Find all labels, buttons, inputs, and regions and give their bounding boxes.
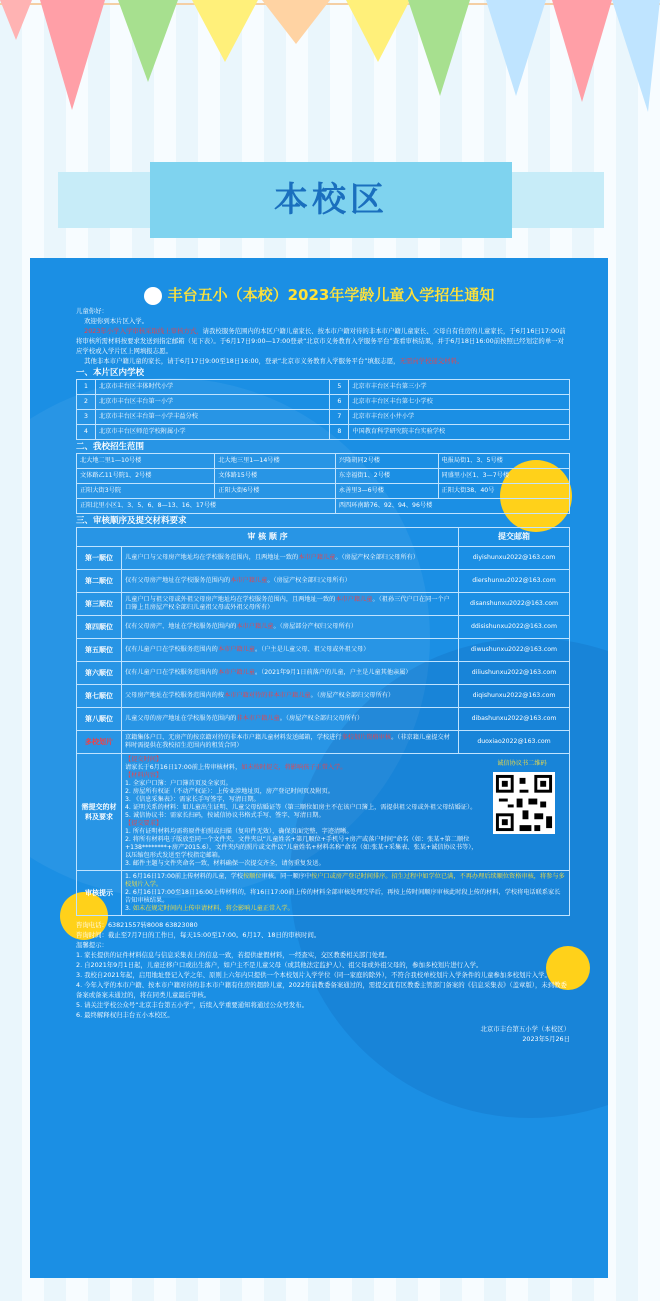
- order-email: diliushunxu2022@163.com: [459, 662, 570, 685]
- banner-title: 本校区: [274, 180, 388, 220]
- range-table: [76, 453, 570, 514]
- table-row: [77, 454, 570, 469]
- range-cell: 西四环南路76、92、94、96号楼: [335, 499, 569, 514]
- order-desc-b: 。（祖孙三代户口在同一个户口簿上且房屋产权全部归儿童祖父母或外祖父母所有）: [125, 596, 450, 611]
- table-row: [77, 380, 570, 395]
- table-header-row: [77, 528, 570, 547]
- range-cell: 同盛里小区1、3—7号楼: [438, 469, 569, 484]
- order-level: 第五顺位: [77, 639, 122, 662]
- welcome: [76, 316, 570, 326]
- table-row: [77, 662, 570, 685]
- order-email: diqishunxu2022@163.com: [459, 685, 570, 708]
- range-cell: 正阳大街6号楼: [215, 484, 336, 499]
- table-row: [77, 708, 570, 731]
- order-desc-b: 。（房屋产权全部归父母所有）: [335, 554, 419, 561]
- tips-row: [77, 871, 570, 916]
- order-desc: [122, 570, 459, 593]
- welcome-text: 欢迎你到本片区入学。: [84, 317, 149, 325]
- order-desc-b: 。（2021年9月1日前落户的儿童，户主是儿童其他亲属）: [254, 669, 412, 676]
- school-logo-icon: [144, 287, 162, 305]
- notice-body: [76, 306, 570, 1044]
- tips-head: 审核提示: [77, 871, 122, 916]
- section-3-title: 三、审核顺序及提交材料要求: [76, 516, 187, 526]
- school-no: 1: [77, 380, 96, 395]
- order-desc-a: 儿童户口与父母房产地址均在学校服务范围内，且两地址一致的: [125, 554, 299, 561]
- order-desc: [122, 731, 459, 754]
- school-name: 北京市丰台区丰台第三小学: [349, 380, 570, 395]
- order-desc-b: 。（房屋产权全部归父母所有）: [279, 715, 364, 722]
- req-time: [125, 764, 479, 772]
- req-requirement-label: 【提交要求】: [125, 820, 163, 827]
- order-level: 多校划片: [77, 731, 122, 754]
- req-material-item: 4. 证明关系的材料：如儿童出生证明、儿童父母结婚证等（第三顺位如房主不在该户口簿上，需提供祖父母或外祖父母结婚证）。: [125, 804, 477, 811]
- order-desc-b: 。（房屋产权全部归父母所有）: [310, 692, 395, 699]
- section-2-title: 二、我校招生范围: [76, 442, 145, 452]
- school-name: 北京市丰台区丰台第一小学: [96, 395, 330, 410]
- contact-and-notes: [76, 920, 570, 1020]
- order-level: 第七顺位: [77, 685, 122, 708]
- order-email: dibashunxu2022@163.com: [459, 708, 570, 731]
- review-order-table: [76, 527, 570, 916]
- order-desc-red: 本市户籍儿童: [298, 554, 336, 561]
- bunting-flags: [0, 0, 660, 140]
- requirements-head: 需提交的材料及要求: [77, 754, 122, 871]
- table-row: [77, 616, 570, 639]
- range-cell: 文体路乙11号院1、2号楼: [77, 469, 215, 484]
- schools-table: [76, 379, 570, 440]
- poster-title: [30, 284, 608, 305]
- sign-date: 2023年5月26日: [522, 1035, 570, 1043]
- order-desc-b: 。（非京籍儿童提交材料时需提供在我校招生范围内的租赁合同）: [125, 734, 450, 749]
- req-time-warning: 如未按时提交，将影响孩子正常入学。: [241, 764, 347, 771]
- range-cell: 北大地三里1—14号楼: [215, 454, 336, 469]
- paragraph-1: [76, 326, 570, 356]
- req-requirement-item: 2. 将所有材料电子版放至同一个文件夹，文件夹以“儿童姓名+第几顺位+手机号+房产或落户时间”命名（如：张某+第二顺位+138********+房产2015.6），文件夹内的照片或文件以“儿童姓名+材料名称”命名（如:张某+采集表、张某+诚信协议书等），以压缩包形式发送至学校指定邮箱。: [125, 836, 478, 859]
- school-no: 8: [330, 425, 349, 440]
- note-item: 4. 今年入学的本市户籍、按本市户籍对待的非本市户籍有住房的超龄儿童，2022年前教委备案通过的，需提交直有区教委主管部门备案的《信息采集表》（盖章版），未到教委备案或备案未通过的，将在同类儿童最后审核。: [76, 981, 567, 999]
- range-cell: 正阳北里小区1、3、5、6、8—13、16、17号楼: [77, 499, 336, 514]
- note-item: 2. 自2021年9月1日起，儿童迁移户口或出生落户，如户主不是儿童父母（或其他法定监护人）、祖父母或外祖父母的，参加多校划片进行入学。: [76, 961, 483, 969]
- order-level: 第三顺位: [77, 593, 122, 616]
- table-row: [77, 484, 570, 499]
- order-desc: [122, 685, 459, 708]
- order-desc-a: 儿童户口与祖父母或外祖父母房产地址均在学校服务范围内，且两地址一致的: [125, 596, 336, 603]
- qr-label: 诚信协议书二维码: [497, 760, 547, 767]
- req-time-label: 【提交时间】: [125, 756, 163, 763]
- order-desc-a: 仅有父母房产地址在学校服务范围内的: [125, 577, 231, 584]
- para1-text: 请我校服务范围内的本区户籍儿童家长、按本市户籍对待的非本市户籍儿童家长、父母自有住房的儿童家长，于6月16日17:00前将审核所需材料按要求发送到指定邮箱（见下表）。于6月17日9:00—17:00登录“北京市义务教育入学服务平台”查看审核结果，并于6月18日16:00前按照已经划定的单一对应学校或入学片区上网填报志愿。: [76, 327, 566, 355]
- tip-item: [125, 889, 566, 905]
- school-name: 中国教育科学研究院丰台实验学校: [349, 425, 570, 440]
- requirements-row: [77, 754, 570, 871]
- section-1-title: 一、本片区内学校: [76, 368, 145, 378]
- range-cell: 文体路15号楼: [215, 469, 336, 484]
- order-email: disanshunxu2022@163.com: [459, 593, 570, 616]
- qr-code-icon[interactable]: [493, 772, 555, 834]
- order-desc-red: 本市户籍对待的非本市户籍儿童: [224, 692, 311, 699]
- school-no: 3: [77, 410, 96, 425]
- order-desc: [122, 616, 459, 639]
- note-item: 5. 请关注学校公众号“北京丰台第五小学”，后续入学重要通知将通过公众号发布。: [76, 1001, 309, 1009]
- order-desc-b: 。（户主是儿童父母、祖父母或外祖父母）: [254, 646, 370, 653]
- order-desc: [122, 662, 459, 685]
- order-desc-a: 父母房产地址在学校服务范围内的按: [125, 692, 224, 699]
- table-row: [77, 570, 570, 593]
- admission-notice-poster: [30, 258, 608, 1278]
- range-cell: 北大地二里1—10号楼: [77, 454, 215, 469]
- table-row: [77, 425, 570, 440]
- table-row: [77, 593, 570, 616]
- school-name: 北京市丰台区丰台第七小学校: [349, 395, 570, 410]
- order-email: ddisishunxu2022@163.com: [459, 616, 570, 639]
- range-cell: 正阳大街3号院: [77, 484, 215, 499]
- school-no: 4: [77, 425, 96, 440]
- school-no: 5: [330, 380, 349, 395]
- tip-a: 1. 6月16日17:00前上传材料的儿童，学校: [125, 873, 243, 880]
- order-desc-a: 儿童父母的房产地址在学校服务范围内的: [125, 715, 237, 722]
- sign-school: 北京市丰台第五小学（本校区）: [480, 1025, 570, 1033]
- tip-c: 。招生过程中如学位已满，不再办理后续顺位资格审核，将参与多校划片入学。: [125, 873, 565, 888]
- order-desc-a: 仅有父母房产、地址在学校服务范围内的: [125, 623, 237, 630]
- tip-yellow: 按顺位: [242, 873, 262, 880]
- tip-item: [125, 905, 566, 913]
- order-desc-red: 本市户籍儿童: [236, 623, 274, 630]
- req-material-item: 1. 全家户口簿：户口簿首页及全家页。: [125, 780, 232, 787]
- contact-phone: 咨询电话：63821557转8008 63823080: [76, 921, 198, 929]
- para2-text: 其他非本市户籍儿童的家长，请于6月17日9:00至18日16:00，登录“北京市义务教育入学服务平台”填报志愿，: [84, 357, 400, 365]
- contact-time: 咨询时间：截止至7月7日的工作日，每天15:00至17:00。6月17、18日的审核时间。: [76, 931, 321, 939]
- range-cell: 东幸福街1、2号楼: [335, 469, 438, 484]
- tip-red: 按户口或房产登记时间排序: [311, 873, 386, 880]
- signature: [76, 1024, 570, 1044]
- notes-head: 温馨提示：: [76, 941, 108, 949]
- req-material-label: 【材料内容】: [125, 772, 163, 779]
- tip-b: 审核。同一顺序中: [261, 873, 312, 880]
- school-no: 2: [77, 395, 96, 410]
- order-email: diyishunxu2022@163.com: [459, 547, 570, 570]
- requirements-content: [122, 754, 570, 871]
- tip-a: 3.: [125, 905, 133, 912]
- order-email: diwushunxu2022@163.com: [459, 639, 570, 662]
- tips-content: [122, 871, 570, 916]
- order-header: 审 核 顺 序: [77, 528, 459, 547]
- order-desc-a: 京籍集体户口、无房产的按京籍对待的非本市户籍儿童材料发送邮箱，学校进行: [125, 734, 342, 741]
- para2-highlight: 无需向学校递交材料。: [399, 357, 464, 365]
- tip-a: 2. 6月16日17:00至18日16:00上传材料的，将16日17:00前上传的材料全部审核处理完毕后，再按上传时间顺序审核此时段上传的材料，学校将电话联系家长告知审核结果。: [125, 889, 561, 904]
- order-email: duoxiao2022@163.com: [459, 731, 570, 754]
- range-cell: 永善里3—6号楼: [335, 484, 438, 499]
- note-item: 6. 最终解释权归丰台五小本校区。: [76, 1011, 174, 1019]
- para1-highlight: 2023年小学入学审核采取线上审核方式，: [84, 327, 203, 335]
- table-row: [77, 547, 570, 570]
- req-material-item: 2. 房屋所有权证（不动产权证）：上传业涉地址页，房产登记时间页及附页。: [125, 788, 334, 795]
- order-level: 第八顺位: [77, 708, 122, 731]
- order-desc-red: 本市户籍儿童: [335, 596, 373, 603]
- school-name: 北京市丰台区丰体时代小学: [96, 380, 330, 395]
- school-no: 7: [330, 410, 349, 425]
- poster-title-text: 丰台五小（本校）2023年学龄儿童入学招生通知: [167, 286, 495, 304]
- range-cell: 正阳大街38、40号: [438, 484, 569, 499]
- order-desc: [122, 593, 459, 616]
- order-desc-b: 。（房屋产权全部归父母所有）: [267, 577, 351, 584]
- table-row: [77, 685, 570, 708]
- order-email: diershunxu2022@163.com: [459, 570, 570, 593]
- order-desc-red: 本市户籍儿童: [230, 577, 268, 584]
- range-cell: 电报局街1、3、5号楼: [438, 454, 569, 469]
- tip-item: [125, 873, 566, 889]
- order-desc-red: 本市户籍儿童: [217, 646, 255, 653]
- order-desc-a: 仅有儿童户口在学校服务范围内的: [125, 669, 218, 676]
- range-cell: 兴隆胡同2号楼: [335, 454, 438, 469]
- req-requirement-item: 1. 所有证明材料均需将原件拍照或扫描（复印件无效），确保页面完整、字迹清晰。: [125, 828, 353, 835]
- req-material-item: 3. 《信息采集表》：需家长手写签字，写清日期。: [125, 796, 260, 803]
- table-row: [77, 469, 570, 484]
- req-material-item: 5. 诚信协议书：需家长扫码，按诚信协议书格式手写、签字、写清日期。: [125, 812, 325, 819]
- table-row: [77, 639, 570, 662]
- req-time-text: 请家长于6月16日17:00前上传审核材料，: [125, 764, 242, 771]
- note-item: 1. 家长提供的证件材料信息与信息采集表上的信息一致，若提供虚假材料，一经查实，交区教委相关部门处理。: [76, 951, 391, 959]
- order-desc: [122, 708, 459, 731]
- order-desc-red: 非本市户籍儿童: [236, 715, 280, 722]
- table-row: [77, 499, 570, 514]
- order-level: 第二顺位: [77, 570, 122, 593]
- school-name: 北京市丰台区小井小学: [349, 410, 570, 425]
- order-desc-a: 仅有儿童户口在学校服务范围内的: [125, 646, 218, 653]
- order-desc-red: 多校划片资格审核: [341, 734, 392, 741]
- section-banner: [58, 162, 604, 238]
- tip-red: 如未在规定时间内上传申请材料，将会影响儿童正常入学。: [132, 905, 294, 912]
- table-row: [77, 395, 570, 410]
- req-requirement-item: 3. 邮件主题与文件夹命名一致，材料确保一次提交齐全，请勿重复发送。: [125, 860, 325, 867]
- table-row: [77, 731, 570, 754]
- order-desc-b: 。（房屋部分产权归父母所有）: [273, 623, 358, 630]
- table-row: [77, 410, 570, 425]
- order-desc-red: 本市户籍儿童: [217, 669, 255, 676]
- order-desc: [122, 547, 459, 570]
- paragraph-2: [76, 356, 570, 366]
- school-name: 北京市丰台区师范学校附属小学: [96, 425, 330, 440]
- greeting: 儿童你好：: [76, 307, 108, 315]
- order-level: 第六顺位: [77, 662, 122, 685]
- school-name: 北京市丰台区丰台第一小学丰益分校: [96, 410, 330, 425]
- order-desc: [122, 639, 459, 662]
- order-level: 第四顺位: [77, 616, 122, 639]
- school-no: 6: [330, 395, 349, 410]
- email-header: 提交邮箱: [459, 528, 570, 547]
- note-item: 3. 我校自2021年起，启用地址登记入学之年、原则上六年内只提供一个本校划片入学学位（同一家庭的除外），不符合我校单校划片入学条件的儿童参加多校划片入学。: [76, 971, 551, 979]
- order-level: 第一顺位: [77, 547, 122, 570]
